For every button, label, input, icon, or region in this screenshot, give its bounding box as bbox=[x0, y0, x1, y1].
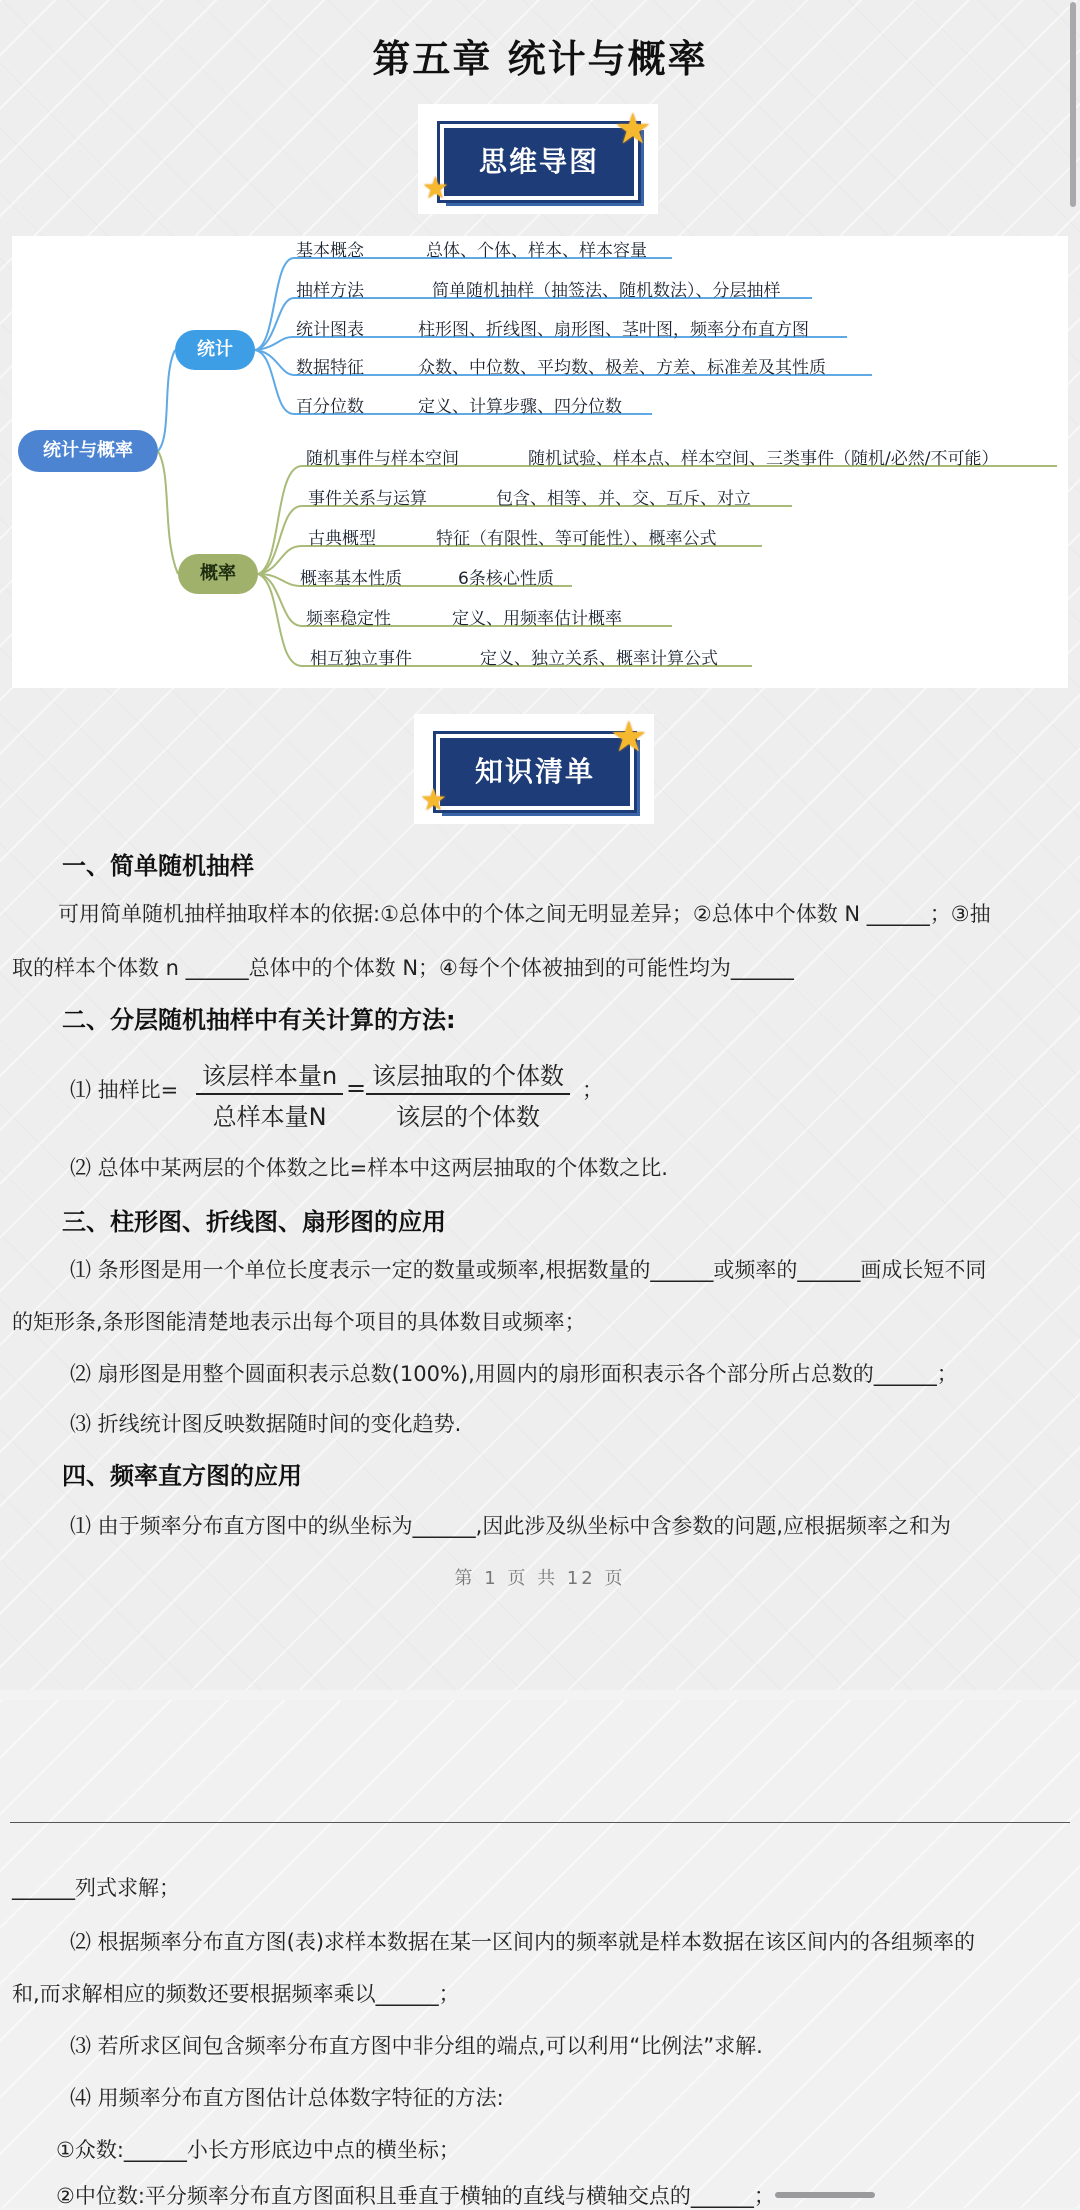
mind-map-item: 古典概型 bbox=[308, 529, 376, 549]
knowledge-list-badge-label: 知识清单 bbox=[436, 734, 634, 810]
mind-map-item: 百分位数 bbox=[296, 397, 364, 417]
page-2-line-6: ①众数:______小长方形底边中点的横坐标； bbox=[56, 2138, 460, 2162]
mind-map-item: 概率基本性质 bbox=[300, 569, 402, 589]
mind-map-item-desc: 定义、计算步骤、四分位数 bbox=[418, 397, 622, 417]
section-4-line-1: ⑴ 由于频率分布直方图中的纵坐标为______,因此涉及纵坐标中含参数的问题,应根据频率之和为 bbox=[70, 1514, 952, 1538]
section-1-line-1: 可用简单随机抽样抽取样本的依据:①总体中的个体之间无明显差异；②总体中个体数 N ______；③抽 bbox=[58, 902, 991, 926]
fraction-suffix: ； bbox=[582, 1078, 603, 1102]
page-footer: 第 1 页 共 12 页 bbox=[454, 1568, 626, 1589]
mind-map-item-desc: 简单随机抽样（抽签法、随机数法）、分层抽样 bbox=[432, 281, 781, 301]
mind-map-item-desc: 特征（有限性、等可能性）、概率公式 bbox=[436, 529, 717, 549]
fraction-2-numerator: 该层抽取的个体数 bbox=[366, 1056, 570, 1095]
star-icon: ★ bbox=[614, 104, 652, 153]
mind-map-statistics-node: 统计 bbox=[175, 330, 255, 370]
mind-map-item: 基本概念 bbox=[296, 241, 364, 261]
mind-map-item-desc: 定义、独立关系、概率计算公式 bbox=[480, 649, 718, 669]
section-3-line-2: 的矩形条,条形图能清楚地表示出每个项目的具体数目或频率； bbox=[12, 1310, 586, 1334]
fraction-1-denominator: 总样本量N bbox=[212, 1103, 327, 1131]
section-3-line-4: ⑶ 折线统计图反映数据随时间的变化趋势. bbox=[70, 1412, 462, 1436]
mind-map-item-desc: 众数、中位数、平均数、极差、方差、标准差及其性质 bbox=[418, 358, 826, 378]
fraction-1 bbox=[196, 1056, 343, 1132]
mind-map-item: 频率稳定性 bbox=[306, 609, 391, 629]
page-2-line-2: ⑵ 根据频率分布直方图(表)求样本数据在某一区间内的频率就是样本数据在该区间内的各组频率的 bbox=[70, 1930, 976, 1954]
mind-map-item: 相互独立事件 bbox=[310, 649, 412, 669]
page-title: 第五章 统计与概率 bbox=[372, 37, 708, 81]
section-4-heading: 四、频率直方图的应用 bbox=[62, 1462, 302, 1490]
mindmap-badge-label: 思维导图 bbox=[440, 124, 638, 200]
fraction-2-denominator: 该层的个体数 bbox=[396, 1103, 540, 1131]
mindmap-badge bbox=[418, 104, 658, 214]
mind-map-item: 随机事件与样本空间 bbox=[306, 449, 459, 469]
mind-map-item: 抽样方法 bbox=[296, 281, 364, 301]
mind-map bbox=[12, 236, 1068, 688]
star-icon: ★ bbox=[422, 171, 449, 206]
mind-map-item: 统计图表 bbox=[296, 320, 364, 340]
mind-map-item-desc: 柱形图、折线图、扇形图、茎叶图，频率分布直方图 bbox=[418, 320, 809, 340]
mind-map-item: 数据特征 bbox=[296, 358, 364, 378]
section-1-line-2: 取的样本个体数 n ______总体中的个体数 N；④每个个体被抽到的可能性均为______ bbox=[12, 956, 794, 980]
mind-map-item-desc: 随机试验、样本点、样本空间、三类事件（随机/必然/不可能） bbox=[528, 449, 999, 469]
section-3-line-1: ⑴ 条形图是用一个单位长度表示一定的数量或频率,根据数量的______或频率的______画成长短不同 bbox=[70, 1258, 987, 1282]
mind-map-probability-node: 概率 bbox=[178, 554, 258, 594]
fraction-2 bbox=[366, 1056, 570, 1132]
home-indicator[interactable] bbox=[775, 2192, 875, 2198]
section-2-heading: 二、分层随机抽样中有关计算的方法: bbox=[62, 1006, 456, 1034]
page-2-line-3: 和,而求解相应的频数还要根据频率乘以______； bbox=[12, 1982, 460, 2006]
section-1-heading: 一、简单随机抽样 bbox=[62, 852, 254, 880]
ratio-prefix: ⑴ 抽样比= bbox=[70, 1078, 179, 1102]
star-icon: ★ bbox=[420, 783, 447, 818]
fraction-1-numerator: 该层样本量n bbox=[196, 1056, 343, 1095]
equals-sign: = bbox=[346, 1074, 367, 1102]
page-2-line-4: ⑶ 若所求区间包含频率分布直方图中非分组的端点,可以利用“比例法”求解. bbox=[70, 2034, 763, 2058]
mind-map-item-desc: 包含、相等、并、交、互斥、对立 bbox=[496, 489, 751, 509]
section-2-line-2: ⑵ 总体中某两层的个体数之比=样本中这两层抽取的个体数之比. bbox=[70, 1156, 668, 1180]
mind-map-item: 事件关系与运算 bbox=[308, 489, 427, 509]
mind-map-item-desc: 6条核心性质 bbox=[458, 569, 554, 589]
page-2-line-7: ②中位数:平分频率分布直方图面积且垂直于横轴的直线与横轴交点的______； bbox=[56, 2184, 775, 2208]
mind-map-root: 统计与概率 bbox=[18, 430, 158, 472]
mind-map-item-desc: 定义、用频率估计概率 bbox=[452, 609, 622, 629]
page-header-rule bbox=[10, 1822, 1070, 1823]
knowledge-list-badge bbox=[414, 714, 654, 824]
page-2-line-5: ⑷ 用频率分布直方图估计总体数字特征的方法: bbox=[70, 2086, 504, 2110]
star-icon: ★ bbox=[610, 712, 648, 761]
mind-map-item-desc: 总体、个体、样本、样本容量 bbox=[426, 241, 647, 261]
section-3-line-3: ⑵ 扇形图是用整个圆面积表示总数(100%),用圆内的扇形面积表示各个部分所占总数的______； bbox=[70, 1362, 958, 1386]
page-2-line-1: ______列式求解； bbox=[12, 1876, 180, 1900]
section-3-heading: 三、柱形图、折线图、扇形图的应用 bbox=[62, 1208, 446, 1236]
